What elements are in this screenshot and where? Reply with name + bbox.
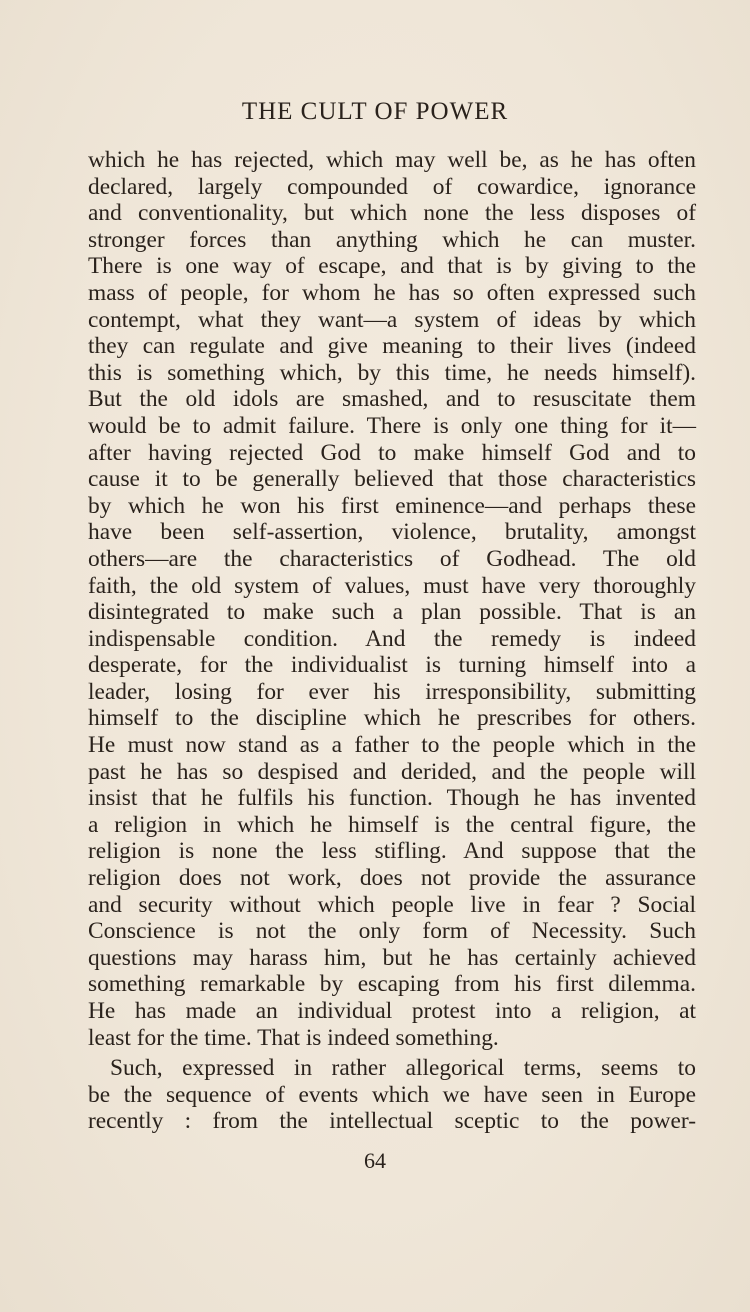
text-line: something remarkable by escaping from his first dilemma. — [88, 971, 696, 998]
text-line: religion is none the less stifling. And suppose that the — [88, 838, 696, 865]
page-number: 64 — [364, 1148, 386, 1173]
text-line: leader, losing for ever his irresponsibility, submitting — [88, 678, 696, 705]
text-line: contempt, what they want—a system of ideas by which — [88, 306, 696, 333]
text-line: cause it to be generally believed that those characteristics — [88, 466, 696, 493]
text-line: past he has so despised and derided, and the people will — [88, 758, 696, 785]
text-line: He has made an individual protest into a religion, at — [88, 998, 696, 1024]
text-line: insist that he fulfils his function. Though he has invented — [88, 785, 696, 812]
text-line: religion does not work, does not provide the assurance — [88, 865, 696, 892]
text-line: this is something which, by this time, he needs himself). — [88, 359, 696, 386]
text-line: recently : from the intellectual sceptic to the power- — [88, 1108, 696, 1135]
text-line: mass of people, for whom he has so often expressed such — [88, 279, 696, 306]
text-line: a religion in which he himself is the central figure, the — [88, 811, 696, 838]
text-line: be the sequence of events which we have seen in Europe — [88, 1081, 696, 1108]
text-line: by which he won his first eminence—and perhaps these — [88, 492, 696, 519]
text-line: declared, largely compounded of cowardice, ignorance — [88, 173, 696, 200]
running-head: THE CULT OF POWER — [241, 98, 509, 125]
text-line: and conventionality, but which none the less disposes of — [88, 200, 696, 227]
text-line: He must now stand as a father to the people which in the — [88, 732, 696, 759]
text-line: stronger forces than anything which he can muster. — [88, 226, 696, 253]
text-line: they can regulate and give meaning to their lives (indeed — [88, 333, 696, 360]
text-line: have been self-assertion, violence, brutality, amongst — [88, 519, 696, 546]
text-line: desperate, for the individualist is turning himself into a — [88, 652, 696, 679]
text-line: faith, the old system of values, must have very thoroughly — [88, 572, 696, 599]
text-line: Conscience is not the only form of Necessity. Such — [88, 918, 696, 945]
text-line: Such, expressed in rather allegorical terms, seems to — [110, 1055, 696, 1082]
text-line: which he has rejected, which may well be, as he has often — [88, 147, 696, 173]
text-line: indispensable condition. And the remedy is indeed — [88, 625, 696, 652]
text-line: There is one way of escape, and that is by giving to the — [88, 253, 696, 280]
text-line: others—are the characteristics of Godhead. The old — [88, 545, 696, 572]
text-line: after having rejected God to make himself God and to — [88, 439, 696, 466]
text-line: would be to admit failure. There is only one thing for it— — [88, 412, 696, 439]
text-line: least for the time. That is indeed something. — [88, 1024, 499, 1051]
text-line: But the old idols are smashed, and to resuscitate them — [88, 386, 696, 413]
paragraph-1 — [88, 147, 696, 1051]
text-line: disintegrated to make such a plan possible. That is an — [88, 599, 696, 626]
text-line: questions may harass him, but he has certainly achieved — [88, 944, 696, 971]
text-line: and security without which people live in fear ? Social — [88, 891, 696, 918]
body-text — [88, 147, 696, 1135]
paragraph-2 — [88, 1055, 696, 1135]
text-line: himself to the discipline which he prescribes for others. — [88, 705, 696, 732]
